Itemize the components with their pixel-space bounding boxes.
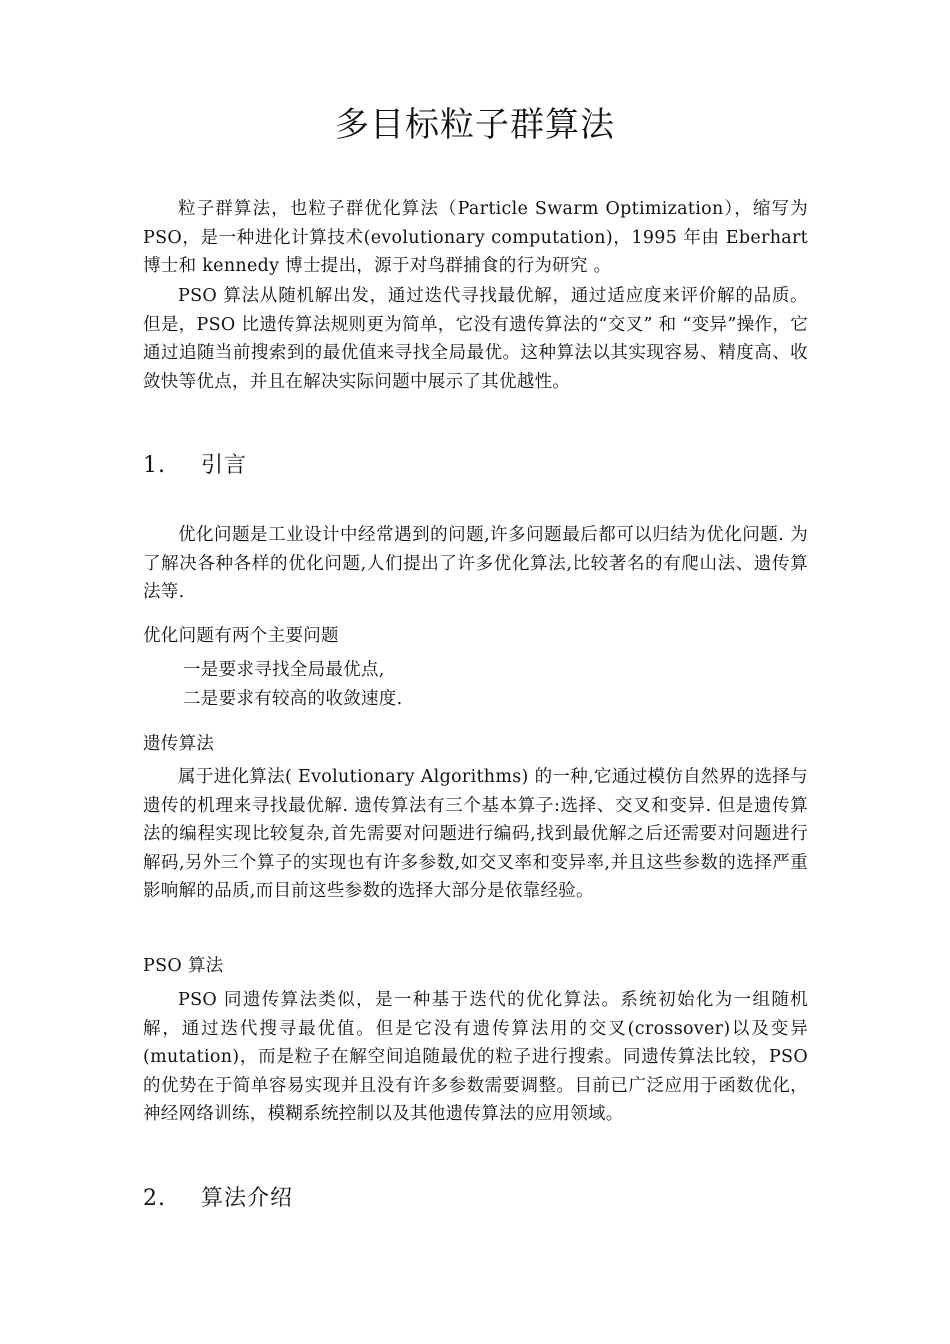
document-title: 多目标粒子群算法 — [335, 105, 615, 145]
pso-algorithm-heading: PSO 算法 — [143, 956, 224, 976]
requirement-line-1: 一是要求寻找全局最优点, — [183, 660, 385, 680]
intro-paragraph-2: PSO 算法从随机解出发，通过迭代寻找最优解，通过适应度来评价解的品质。但是，PSO 比遗传算法规则更为简单，它没有遗传算法的“交叉” 和 “变异”操作，它通过追随当前搜索到的最优值来寻找全局最优。这种算法以其实现容易、精度高、收敛快等优点，并且在解决实际问题中展示了其优越性。 — [143, 286, 808, 392]
pso-algorithm-paragraph: PSO 同遗传算法类似，是一种基于迭代的优化算法。系统初始化为一组随机解，通过迭代搜寻最优值。但是它没有遗传算法用的交叉(crossover)以及变异(mutation)，而是粒子在解空间追随最优的粒子进行搜索。同遗传算法比较，PSO 的优势在于简单容易实现并且没有许多参数需要调整。目前已广泛应用于函数优化，神经网络训练，模糊系统控制以及其他遗传算法的应用领域。 — [143, 990, 808, 1125]
section-title: 算法介绍 — [201, 1186, 294, 1211]
section-title: 引言 — [201, 453, 248, 478]
section-heading-introduction — [143, 448, 808, 484]
optimization-problems-line: 优化问题有两个主要问题 — [143, 626, 339, 646]
section-heading-algorithm-introduction — [143, 1181, 808, 1217]
introduction-paragraph: 优化问题是工业设计中经常遇到的问题,许多问题最后都可以归结为优化问题. 为了解决各种各样的优化问题,人们提出了许多优化算法,比较著名的有爬山法、遗传算法等. — [143, 525, 808, 603]
requirement-line-2: 二是要求有较高的收敛速度. — [183, 689, 403, 709]
section-number: 1. — [143, 453, 166, 478]
genetic-algorithm-paragraph: 属于进化算法( Evolutionary Algorithms) 的一种,它通过模仿自然界的选择与遗传的机理来寻找最优解. 遗传算法有三个基本算子:选择、交叉和变异. 但是遗传算法的编程实现比较复杂,首先需要对问题进行编码,找到最优解之后还需要对问题进行解码,另外三个算子的实现也有许多参数,如交叉率和变异率,并且这些参数的选择严重影响解的品质,而目前这些参数的选择大部分是依靠经验。 — [143, 767, 808, 902]
section-number: 2. — [143, 1186, 166, 1211]
genetic-algorithm-heading: 遗传算法 — [143, 734, 215, 754]
intro-paragraph-1: 粒子群算法，也粒子群优化算法（Particle Swarm Optimization），缩写为 PSO，是一种进化计算技术(evolutionary computation)，1995 年由 Eberhart 博士和 kennedy 博士提出，源于对鸟群捕食的行为研究 。 — [143, 199, 808, 277]
